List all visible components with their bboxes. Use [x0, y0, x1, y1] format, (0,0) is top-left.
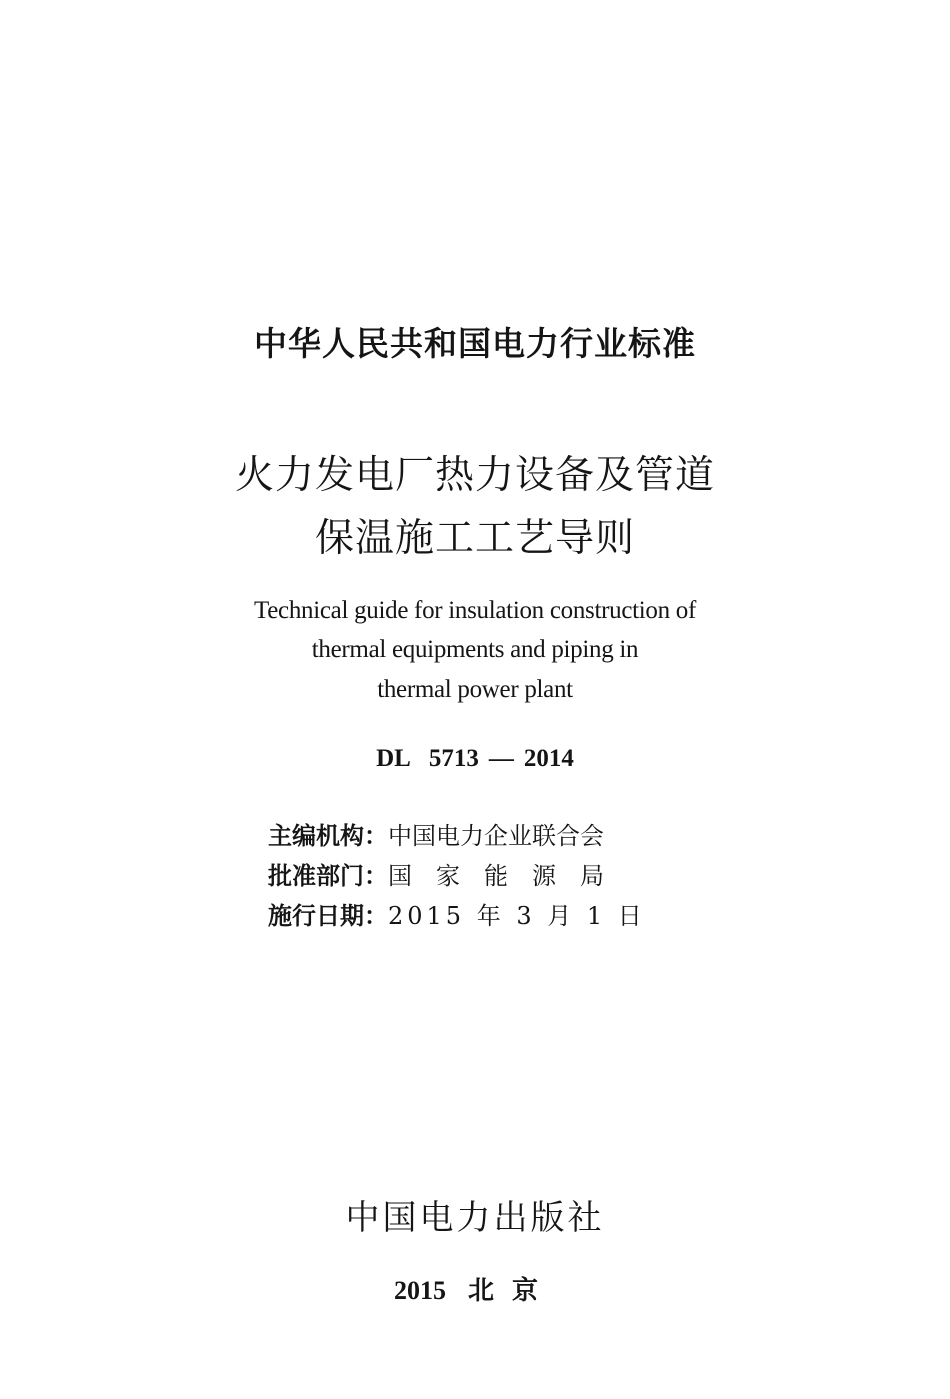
standard-code-prefix: DL: [376, 745, 411, 772]
imprint-year: 2015: [393, 1276, 446, 1305]
effective-date-label: 施行日期：: [268, 902, 388, 930]
english-title-line-1: Technical guide for insulation construction of: [254, 597, 696, 624]
standard-code-year: 2014: [523, 745, 574, 772]
effective-date-value: 2015 年 3 月 1 日: [388, 902, 646, 930]
approver-row: [268, 856, 628, 891]
approver-label: 批准部门：: [268, 862, 388, 890]
standard-code-dash: —: [488, 745, 514, 772]
chinese-title-line-2: 保温施工工艺导则: [314, 516, 635, 561]
editor-label: 主编机构：: [268, 822, 388, 850]
standard-code-number: 5713: [428, 745, 479, 772]
editor-row: [268, 816, 604, 851]
effective-date-row: [268, 896, 646, 931]
standard-series-title: 中华人民共和国电力行业标准: [254, 324, 696, 363]
approver-value: 国家能源局: [388, 862, 628, 890]
english-title-line-2: thermal equipments and piping in: [311, 636, 639, 663]
editor-value: 中国电力企业联合会: [388, 822, 604, 850]
standard-code: [0, 745, 950, 773]
publisher-name: 中国电力出版社: [345, 1198, 605, 1238]
english-title-line-3: thermal power plant: [377, 676, 573, 703]
imprint: [0, 1270, 950, 1307]
imprint-city: 北京: [467, 1276, 556, 1306]
chinese-title-line-1: 火力发电厂热力设备及管道: [234, 453, 715, 498]
